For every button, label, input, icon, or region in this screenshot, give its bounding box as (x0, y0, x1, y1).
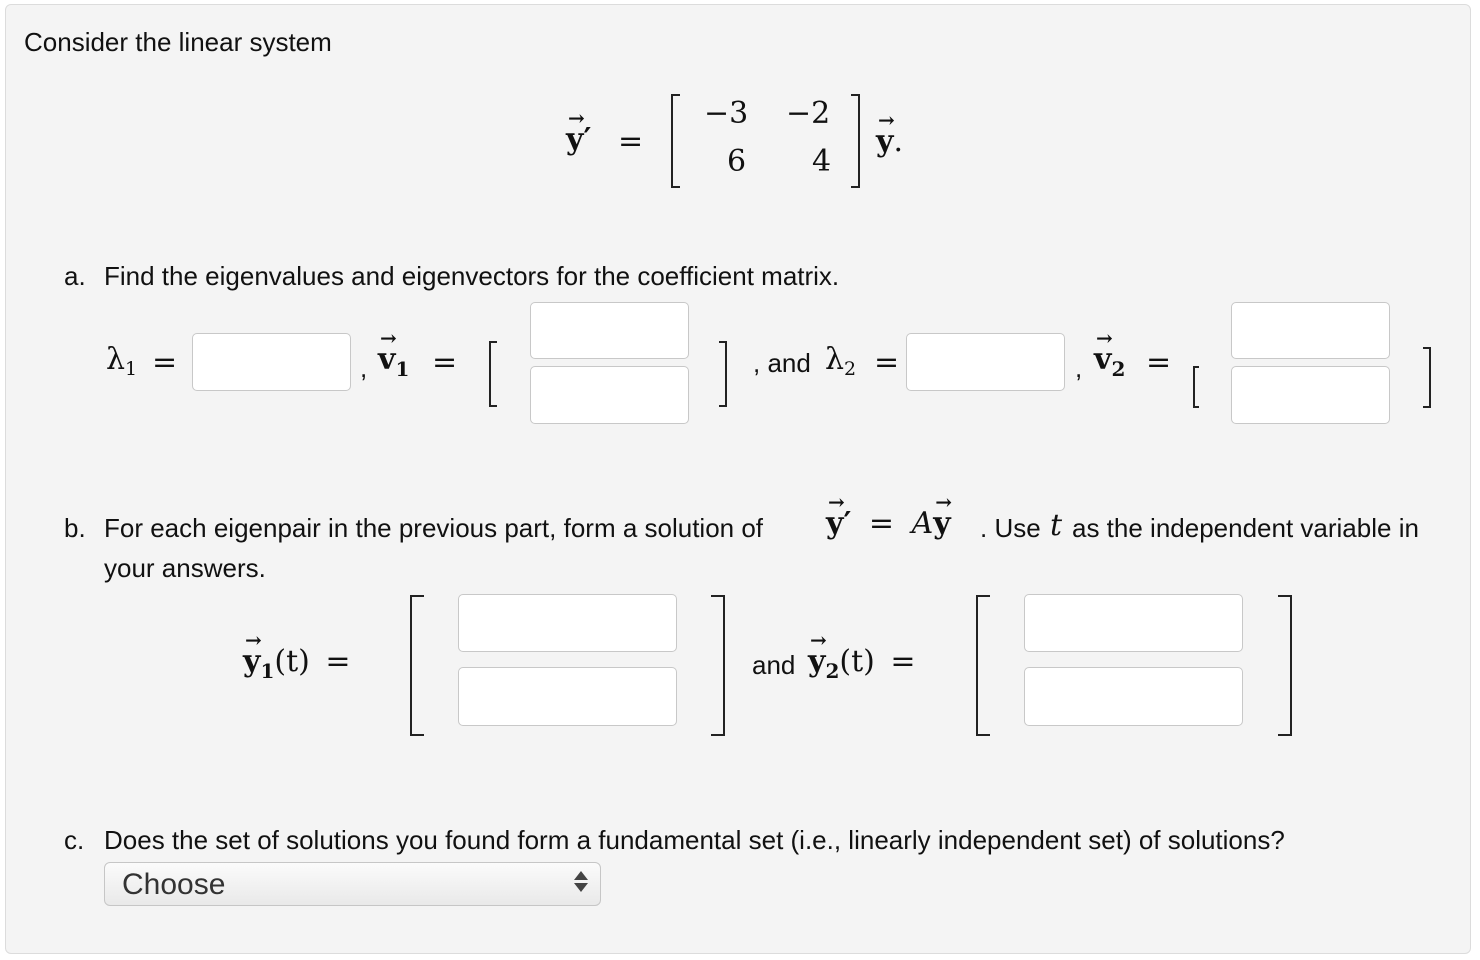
and-text-b: and (752, 650, 796, 680)
v1-right-bracket (719, 341, 727, 407)
matrix-right-bracket (851, 94, 860, 188)
part-b-text-4: your answers. (104, 553, 266, 583)
lambda1-label: $\lambda_1$ (106, 342, 138, 380)
y1-right-bracket (711, 595, 725, 736)
v1-component-2-input[interactable] (530, 366, 689, 424)
lambda2-input[interactable] (906, 333, 1065, 391)
part-b-equation: y →′ = Ay → (826, 506, 951, 541)
matrix-cell-21: 6 (727, 144, 747, 179)
matrix-cell-11: −3 (704, 96, 749, 131)
part-b-text-1: For each eigenpair in the previous part, form a solution of (104, 513, 764, 543)
system-lhs: y →′ (566, 122, 591, 157)
lambda1-input[interactable] (192, 333, 351, 391)
intro-text: Consider the linear system (24, 27, 332, 57)
v2-equals: = (1146, 345, 1172, 380)
v1-equals: = (432, 345, 458, 380)
comma-2: , (1075, 353, 1083, 383)
y2-left-bracket (976, 595, 990, 736)
y2-component-1-input[interactable] (1024, 594, 1243, 652)
v2-label: $v \to_2$ (1094, 342, 1125, 381)
lambda2-equals: = (874, 345, 900, 380)
y1-left-bracket (410, 595, 424, 736)
y2-label: $y \to_2(t)$ = (808, 644, 916, 683)
and-text-a: , and (753, 348, 811, 378)
y1-component-2-input[interactable] (458, 667, 677, 726)
v2-component-2-input[interactable] (1231, 366, 1390, 424)
v1-label: $v \to_1$ (378, 342, 409, 381)
matrix-cell-22: 4 (812, 144, 832, 179)
matrix-cell-12: −2 (786, 96, 831, 131)
y2-component-2-input[interactable] (1024, 667, 1243, 726)
fundamental-set-select[interactable] (104, 862, 601, 906)
part-c-text: Does the set of solutions you found form a fundamental set (i.e., linearly independent set) of solutions? (104, 825, 1285, 855)
part-b-text-2: . Use (980, 513, 1041, 543)
part-b-text-3: as the independent variable in (1072, 513, 1419, 543)
v2-left-bracket (1193, 366, 1199, 408)
y2-right-bracket (1278, 595, 1292, 736)
part-a-text: Find the eigenvalues and eigenvectors for the coefficient matrix. (104, 261, 840, 291)
y1-label: $y \to_1(t)$ = (243, 644, 351, 683)
v2-right-bracket (1423, 347, 1431, 408)
system-rhs: y →. (876, 124, 903, 159)
updown-arrows-icon (574, 871, 588, 892)
v1-left-bracket (489, 341, 497, 407)
matrix-left-bracket (671, 94, 680, 188)
t-variable: t (1050, 508, 1063, 543)
system-equals: = (618, 124, 644, 159)
part-a-marker: a. (64, 261, 86, 291)
v2-component-1-input[interactable] (1231, 302, 1390, 359)
lambda2-label: $\lambda_2$ (825, 342, 857, 380)
part-b-marker: b. (64, 513, 86, 543)
part-c-marker: c. (64, 825, 85, 855)
v1-component-1-input[interactable] (530, 302, 689, 359)
select-value: Choose (122, 868, 226, 901)
lambda1-equals: = (152, 345, 178, 380)
y1-component-1-input[interactable] (458, 594, 677, 652)
comma-1: , (360, 353, 368, 383)
